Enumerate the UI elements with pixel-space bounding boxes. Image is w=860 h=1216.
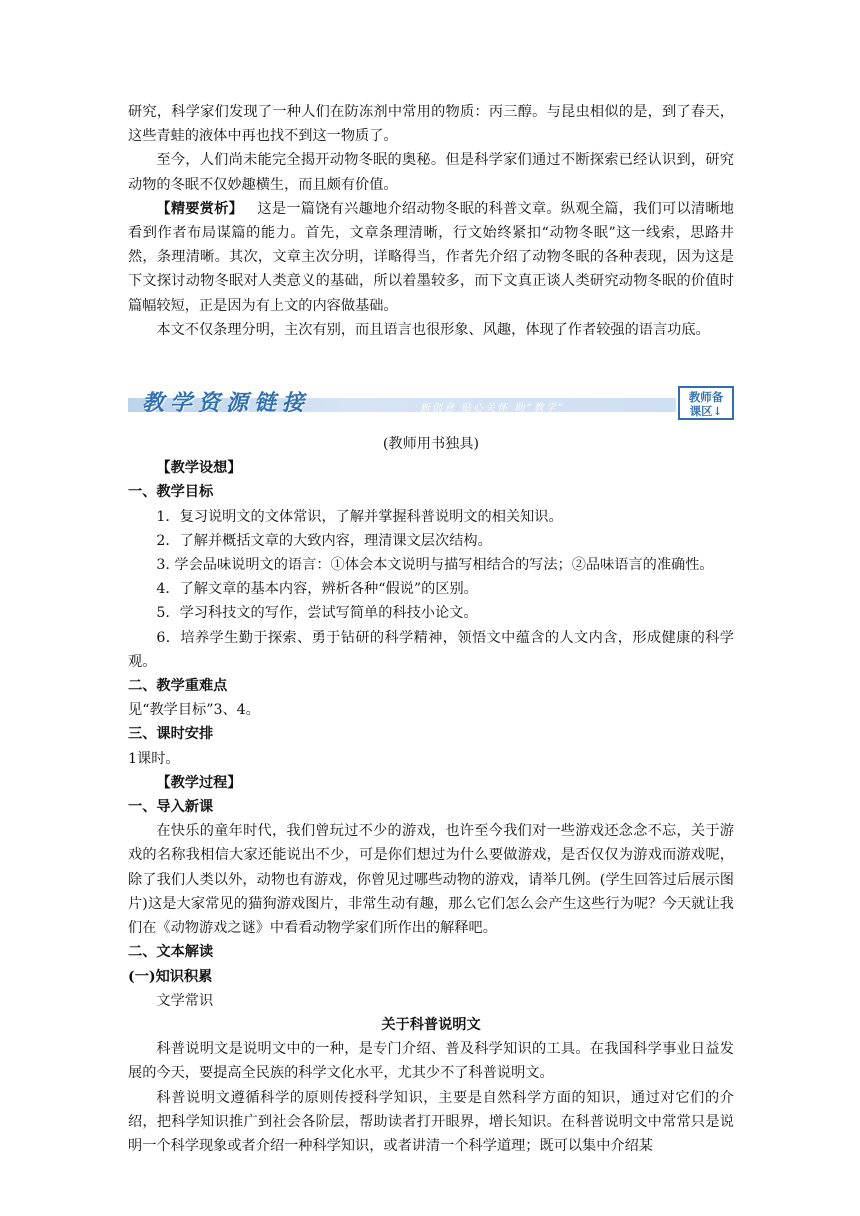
- badge-line-2: 课区↓: [689, 404, 723, 419]
- banner-slogan: 新创意 贴心关怀 助“教学”: [420, 403, 565, 415]
- article-paragraph: 科普说明文遵循科学的原则传授科学知识，主要是自然科学方面的知识，通过对它们的介绍，把科学知识推广到社会各阶层，帮助读者打开眼界，增长知识。在科普说明文中常常只是说明一个科学现象或者介绍一种科学知识，或者讲清一个科学道理；既可以集中介绍某: [128, 1089, 734, 1154]
- teacher-area-badge: [678, 386, 734, 420]
- teacher-exclusive-note: (教师用书独具): [382, 436, 480, 453]
- schedule-text: 1课时。: [128, 750, 180, 767]
- article-paragraph: 科普说明文是说明文中的一种，是专门介绍、普及科学知识的工具。在我国科学事业日益发展的今天，要提高全民族的科学文化水平，尤其少不了科普说明文。: [128, 1041, 734, 1082]
- appreciation-paragraph: [128, 197, 734, 318]
- goal-item: 1．复习说明文的文体常识，了解并掌握科普说明文的相关知识。: [156, 508, 563, 525]
- schedule-heading: 三、课时安排: [128, 726, 214, 743]
- goal-item: 3. 学会品味说明文的语言：①体会本文说明与描写相结合的写法；②品味语言的准确性。: [156, 557, 714, 574]
- knowledge-heading: (一)知识积累: [128, 968, 213, 985]
- goal-item: 2．了解并概括文章的大致内容，理清课文层次结构。: [156, 532, 492, 549]
- goal-item: 5．学习科技文的写作，尝试写简单的科技小论文。: [156, 605, 478, 622]
- intro-heading: 一、导入新课: [128, 799, 214, 816]
- banner-title: 教学资源链接: [142, 390, 311, 417]
- key-points-text: 见“教学目标”3、4。: [128, 702, 260, 719]
- badge-line-1: 教师备: [688, 390, 724, 405]
- top-paragraph-2: 至今，人们尚未能完全揭开动物冬眠的奥秘。但是科学家们通过不断探索已经认识到，研究动物的冬眠不仅妙趣横生，而且颇有价值。: [128, 152, 734, 193]
- goal-item: 4．了解文章的基本内容，辨析各种“假说”的区别。: [156, 581, 478, 598]
- article-title: 关于科普说明文: [381, 1016, 481, 1033]
- top-paragraph-1: 研究，科学家们发现了一种人们在防冻剂中常用的物质：丙三醇。与昆虫相似的是，到了春天，这些青蛙的液体中再也找不到这一物质了。: [128, 104, 734, 145]
- document-page: [128, 100, 734, 1158]
- appreciation-label: 【精要赏析】: [156, 200, 244, 217]
- appreciation-closing: 本文不仅条理分明，主次有别，而且语言也很形象、风趣，体现了作者较强的语言功底。: [156, 321, 710, 338]
- design-heading: 【教学设想】: [156, 460, 242, 477]
- goals-heading: 一、教学目标: [128, 484, 214, 501]
- appreciation-text: 这是一篇饶有兴趣地介绍动物冬眠的科普文章。纵观全篇，我们可以清晰地看到作者布局谋篇的能力。首先，文章条理清晰，行文始终紧扣“动物冬眠”这一线索，思路井然，条理清晰。其次，文章主次分明，详略得当，作者先介绍了动物冬眠的各种表现，因为这是下文探讨动物冬眠对人类意义的基础，所以着墨较多，而下文真正谈人类研究动物冬眠的价值时篇幅较短，正是因为有上文的内容做基础。: [128, 200, 734, 314]
- key-points-heading: 二、教学重难点: [128, 678, 228, 695]
- goal-item: 6．培养学生勤于探索、勇于钻研的科学精神，领悟文中蕴含的人文内含，形成健康的科学观。: [128, 629, 734, 670]
- literary-label: 文学常识: [156, 992, 214, 1009]
- reading-heading: 二、文本解读: [128, 944, 214, 961]
- process-heading: 【教学过程】: [156, 774, 242, 791]
- resource-banner: [128, 386, 734, 420]
- intro-text: 在快乐的童年时代，我们曾玩过不少的游戏，也许至今我们对一些游戏还念念不忘，关于游戏的名称我相信大家还能说出不少，可是你们想过为什么要做游戏，是否仅仅为游戏而游戏呢，除了我们人类以外，动物也有游戏，你曾见过哪些动物的游戏，请举几例。(学生回答过后展示图片)这是大家常见的猫狗游戏图片，非常生动有趣，那么它们怎么会产生这些行为呢？今天就让我们在《动物游戏之谜》中看看动物学家们所作出的解释吧。: [128, 823, 734, 937]
